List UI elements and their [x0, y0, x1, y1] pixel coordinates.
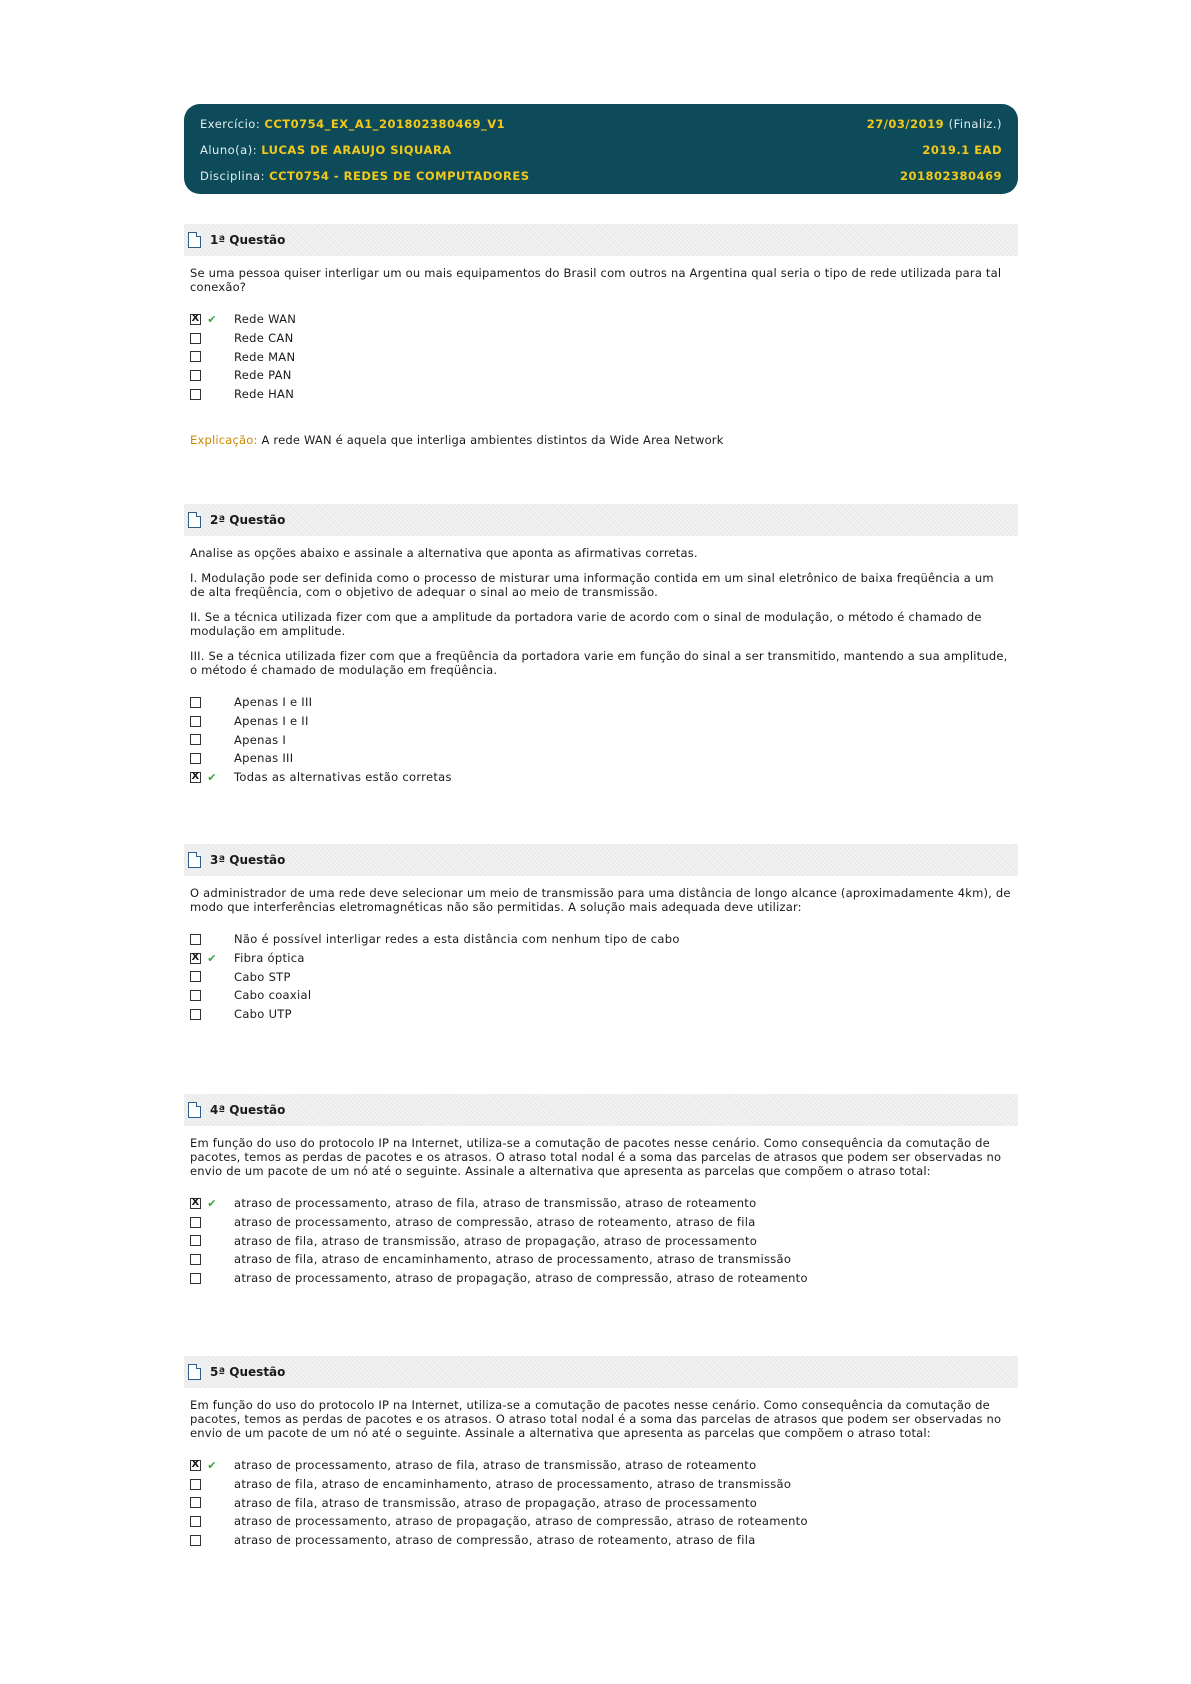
question-statement [190, 1136, 1012, 1178]
explanation-label: Explicação: [190, 433, 258, 448]
answer-option[interactable] [190, 1005, 1018, 1024]
answer-options [190, 1194, 1018, 1287]
answer-checkbox[interactable] [190, 697, 201, 708]
answer-option[interactable] [190, 949, 1018, 968]
exercise-code: CCT0754_EX_A1_201802380469_V1 [264, 117, 506, 131]
answer-option-label: Rede PAN [234, 368, 292, 383]
answer-option[interactable] [190, 1269, 1018, 1288]
correct-check-icon: ✔ [207, 1196, 217, 1210]
correct-check-icon: ✔ [207, 951, 217, 965]
document-icon [188, 232, 201, 248]
answer-checkbox[interactable]: X [191, 771, 200, 783]
answer-checkbox[interactable] [190, 971, 201, 982]
question-header [184, 844, 1018, 876]
answer-option-label: Apenas I e III [234, 695, 313, 710]
answer-option[interactable] [190, 693, 1018, 712]
answer-options [190, 693, 1018, 786]
answer-option[interactable] [190, 385, 1018, 404]
header-row-student [200, 137, 1002, 163]
answer-checkbox[interactable] [190, 1235, 201, 1246]
answer-checkbox[interactable] [190, 333, 201, 344]
answer-option[interactable] [190, 1231, 1018, 1250]
question-paragraph: Se uma pessoa quiser interligar um ou mais equipamentos do Brasil com outros na Argentina qual seria o tipo de rede utilizada para tal conexão? [190, 266, 1002, 294]
question-statement [190, 886, 1012, 914]
explanation-text: A rede WAN é aquela que interliga ambientes distintos da Wide Area Network [261, 433, 724, 448]
answer-option[interactable] [190, 930, 1018, 949]
document-icon [188, 512, 201, 528]
answer-option[interactable] [190, 366, 1018, 385]
answer-checkbox[interactable] [190, 1535, 201, 1546]
question-5 [184, 1356, 1018, 1549]
answer-checkbox[interactable] [190, 1516, 201, 1527]
answer-checkbox[interactable]: X [191, 952, 200, 964]
answer-option[interactable] [190, 1475, 1018, 1494]
exercise-status: (Finaliz.) [948, 117, 1002, 131]
answer-checkbox[interactable] [190, 1009, 201, 1020]
answer-option[interactable] [190, 347, 1018, 366]
answer-option[interactable] [190, 986, 1018, 1005]
answer-option-label: atraso de processamento, atraso de compressão, atraso de roteamento, atraso de fila [234, 1215, 756, 1230]
answer-option[interactable] [190, 329, 1018, 348]
answer-checkbox[interactable]: X [191, 1197, 200, 1209]
answer-option-label: Todas as alternativas estão corretas [234, 770, 452, 785]
answer-option[interactable] [190, 310, 1018, 329]
answer-option[interactable] [190, 1512, 1018, 1531]
exercise-date: 27/03/2019 [866, 117, 945, 131]
answer-option-label: Apenas I e II [234, 714, 309, 729]
question-paragraph: Em função do uso do protocolo IP na Internet, utiliza-se a comutação de pacotes nesse cenário. Como consequência da comutação de pacotes, temos as perdas de pacotes e os atrasos. O atraso total nodal é a soma das parcelas de atrasos que podem ser observadas no envio de um pacote de um nó até o seguinte. Assinale a alternativa que apresenta as parcelas que compõem o atraso total: [190, 1398, 1002, 1440]
answer-option[interactable] [190, 768, 1018, 787]
question-title: 5ª Questão [210, 1365, 286, 1379]
answer-option[interactable] [190, 730, 1018, 749]
answer-checkbox[interactable]: X [191, 313, 200, 325]
answer-checkbox[interactable] [190, 389, 201, 400]
question-title: 3ª Questão [210, 853, 286, 867]
answer-option-label: Apenas III [234, 751, 294, 766]
answer-option[interactable] [190, 1213, 1018, 1232]
student-label: Aluno(a): [200, 143, 258, 157]
document-icon [188, 1364, 201, 1380]
answer-option[interactable] [190, 1531, 1018, 1550]
question-2 [184, 504, 1018, 786]
correct-check-icon: ✔ [207, 770, 217, 784]
correct-check-icon: ✔ [207, 1458, 217, 1472]
answer-checkbox[interactable] [190, 1217, 201, 1228]
student-name: LUCAS DE ARAUJO SIQUARA [261, 143, 452, 157]
answer-option-label: atraso de processamento, atraso de compressão, atraso de roteamento, atraso de fila [234, 1533, 756, 1548]
question-statement [190, 1398, 1012, 1440]
answer-option[interactable] [190, 1194, 1018, 1213]
answer-option-label: atraso de processamento, atraso de propagação, atraso de compressão, atraso de roteamento [234, 1514, 808, 1529]
question-paragraph: III. Se a técnica utilizada fizer com que a freqüência da portadora varie em função do sinal a ser transmitido, mantendo a sua amplitude, o método é chamado de modulação em freqüência. [190, 649, 1008, 677]
answer-option-label: Cabo STP [234, 969, 291, 984]
question-1 [184, 224, 1018, 447]
answer-option-label: Rede MAN [234, 349, 296, 364]
correct-check-icon: ✔ [207, 312, 217, 326]
subject-name: CCT0754 - REDES DE COMPUTADORES [269, 169, 530, 183]
question-title: 4ª Questão [210, 1103, 286, 1117]
answer-checkbox[interactable] [190, 370, 201, 381]
answer-option[interactable] [190, 749, 1018, 768]
document-icon [188, 852, 201, 868]
question-4 [184, 1094, 1018, 1287]
header-row-subject [200, 163, 1002, 189]
answer-checkbox[interactable] [190, 1479, 201, 1490]
document-icon [188, 1102, 201, 1118]
answer-option-label: atraso de fila, atraso de transmissão, atraso de propagação, atraso de processamento [234, 1233, 758, 1248]
question-header [184, 224, 1018, 256]
answer-options [190, 310, 1018, 403]
question-statement [190, 546, 1012, 677]
question-title: 2ª Questão [210, 513, 286, 527]
answer-option[interactable] [190, 967, 1018, 986]
question-paragraph: O administrador de uma rede deve selecionar um meio de transmissão para uma distância de longo alcance (aproximadamente 4km), de modo que interferências eletromagnéticas não são permitidas. A solução mais adequada deve utilizar: [190, 886, 1011, 914]
answer-option-label: atraso de processamento, atraso de fila, atraso de transmissão, atraso de roteamento [234, 1196, 757, 1211]
answer-option-label: atraso de fila, atraso de encaminhamento, atraso de processamento, atraso de transmissão [234, 1252, 792, 1267]
explanation [190, 433, 1018, 447]
answer-option-label: Cabo coaxial [234, 988, 312, 1003]
answer-option-label: atraso de processamento, atraso de fila, atraso de transmissão, atraso de roteamento [234, 1458, 757, 1473]
answer-option-label: Não é possível interligar redes a esta distância com nenhum tipo de cabo [234, 932, 680, 947]
answer-checkbox[interactable] [190, 753, 201, 764]
answer-checkbox[interactable] [190, 990, 201, 1001]
answer-checkbox[interactable] [190, 1273, 201, 1284]
answer-option-label: atraso de fila, atraso de encaminhamento, atraso de processamento, atraso de transmissão [234, 1477, 792, 1492]
answer-option[interactable] [190, 712, 1018, 731]
question-paragraph: Analise as opções abaixo e assinale a alternativa que aponta as afirmativas corretas. [190, 546, 698, 560]
answer-checkbox[interactable] [190, 934, 201, 945]
answer-checkbox[interactable] [190, 351, 201, 362]
answer-option[interactable] [190, 1456, 1018, 1475]
answer-checkbox[interactable] [190, 716, 201, 727]
answer-option-label: Apenas I [234, 732, 287, 747]
answer-option-label: Cabo UTP [234, 1007, 292, 1022]
question-paragraph: II. Se a técnica utilizada fizer com que a amplitude da portadora varie de acordo com o sinal de modulação, o método é chamado de modulação em amplitude. [190, 610, 982, 638]
answer-option-label: Rede HAN [234, 387, 295, 402]
answer-checkbox[interactable] [190, 1497, 201, 1508]
answer-option[interactable] [190, 1250, 1018, 1269]
answer-option-label: Rede CAN [234, 331, 294, 346]
answer-option-label: atraso de processamento, atraso de propagação, atraso de compressão, atraso de roteamento [234, 1271, 808, 1286]
answer-checkbox[interactable] [190, 734, 201, 745]
answer-checkbox[interactable] [190, 1254, 201, 1265]
exercise-label: Exercício: [200, 117, 261, 131]
subject-label: Disciplina: [200, 169, 265, 183]
answer-option[interactable] [190, 1493, 1018, 1512]
question-header [184, 1094, 1018, 1126]
term-period: 2019.1 EAD [922, 143, 1002, 157]
exercise-header [184, 104, 1018, 194]
header-row-exercise [200, 111, 1002, 137]
answer-options [190, 930, 1018, 1023]
question-statement [190, 266, 1012, 294]
question-header [184, 504, 1018, 536]
answer-option-label: Rede WAN [234, 312, 297, 327]
answer-checkbox[interactable]: X [191, 1459, 200, 1471]
question-title: 1ª Questão [210, 233, 286, 247]
question-paragraph: Em função do uso do protocolo IP na Internet, utiliza-se a comutação de pacotes nesse cenário. Como consequência da comutação de pacotes, temos as perdas de pacotes e os atrasos. O atraso total nodal é a soma das parcelas de atrasos que podem ser observadas no envio de um pacote de um nó até o seguinte. Assinale a alternativa que apresenta as parcelas que compõem o atraso total: [190, 1136, 1002, 1178]
answer-option-label: Fibra óptica [234, 951, 305, 966]
question-3 [184, 844, 1018, 1023]
student-id: 201802380469 [899, 169, 1002, 183]
answer-option-label: atraso de fila, atraso de transmissão, atraso de propagação, atraso de processamento [234, 1495, 758, 1510]
question-paragraph: I. Modulação pode ser definida como o processo de misturar uma informação contida em um sinal eletrônico de baixa freqüência a um de alta freqüência, com o objetivo de adequar o sinal ao meio de transmissão. [190, 571, 994, 599]
answer-options [190, 1456, 1018, 1549]
question-header [184, 1356, 1018, 1388]
